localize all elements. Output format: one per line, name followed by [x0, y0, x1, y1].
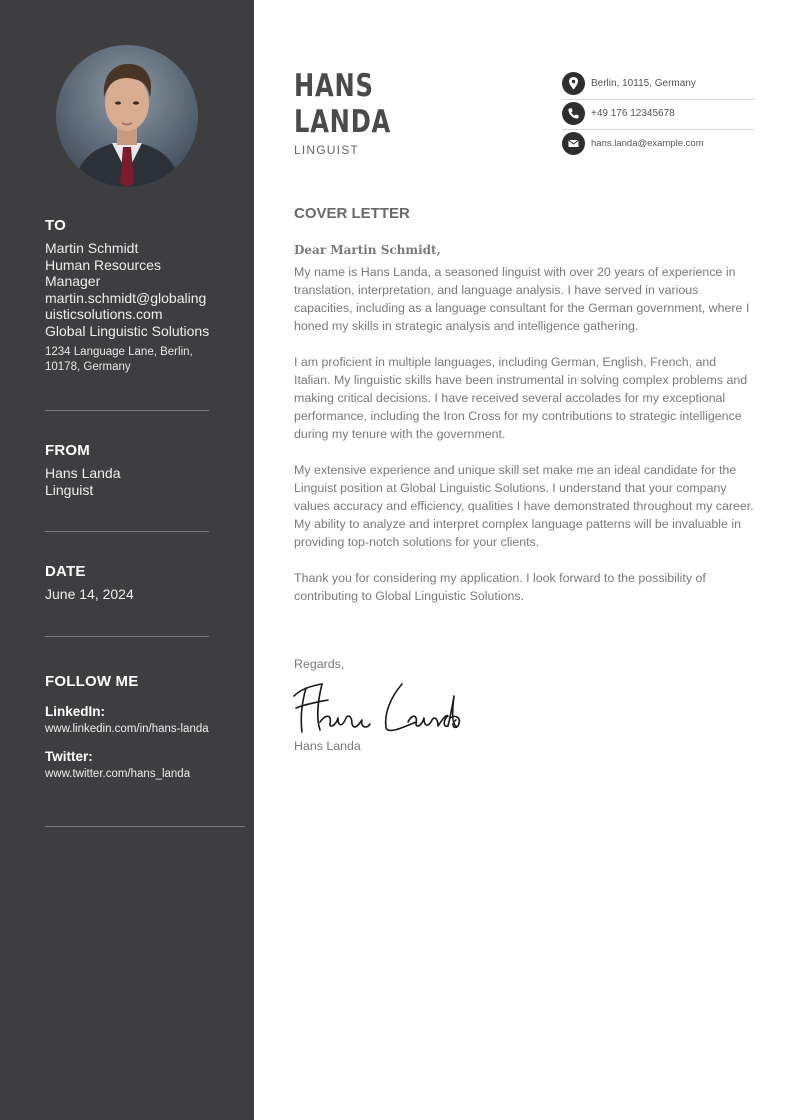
sidebar: [0, 0, 254, 1120]
letter-closing: Regards,: [294, 657, 345, 671]
follow-title: FOLLOW ME: [45, 673, 139, 690]
to-line: Human Resources: [45, 256, 161, 273]
follow-section: [45, 673, 209, 782]
location-pin-icon: [562, 72, 585, 95]
to-address-line: 10178, Germany: [45, 361, 131, 373]
first-name: HANS: [294, 68, 374, 104]
to-address-line: 1234 Language Lane, Berlin,: [45, 346, 193, 358]
applicant-role: LINGUIST: [294, 143, 359, 157]
signature: [292, 678, 464, 743]
from-title: FROM: [45, 442, 90, 459]
contact-address-text: Berlin, 10115, Germany: [591, 78, 696, 89]
contact-email-text: hans.landa@example.com: [591, 138, 704, 149]
letter-paragraph: My name is Hans Landa, a seasoned linguist with over 20 years of experience in translation, interpretation, and language analysis. I have served in various capacities, including as a language consultant for the German government, where I honed my skills in strategic analysis and intelligence gathering.: [294, 265, 750, 333]
from-section: [45, 442, 215, 498]
to-section: [45, 217, 215, 375]
to-email[interactable]: martin.schmidt@globaling: [45, 289, 207, 306]
divider: [45, 826, 245, 827]
date-section: [45, 563, 215, 603]
phone-icon: [562, 102, 585, 125]
contact-phone-text: +49 176 12345678: [591, 108, 675, 119]
letter-paragraph: Thank you for considering my application. I look forward to the possibility of contributing to Global Linguistic Solutions.: [294, 571, 706, 603]
last-name: LANDA: [294, 104, 392, 140]
divider: [45, 410, 209, 411]
letter-paragraph: I am proficient in multiple languages, including German, English, French, and Italian. My linguistic skills have been instrumental in solving complex problems and making critical decisions. I have received several accolades for my exceptional performance, including the Iron Cross for my contributions to strategic intelligence during my tenure with the government.: [294, 355, 748, 441]
applicant-name: [294, 68, 391, 140]
date-title: DATE: [45, 563, 86, 580]
contact-address: [562, 71, 754, 100]
twitter-label: Twitter:: [45, 749, 93, 764]
contact-list: [562, 71, 754, 160]
from-line: Hans Landa: [45, 465, 121, 481]
divider: [45, 636, 209, 637]
to-title: TO: [45, 217, 66, 234]
date-value: June 14, 2024: [45, 586, 134, 602]
linkedin-link[interactable]: www.linkedin.com/in/hans-landa: [45, 723, 209, 735]
divider: [45, 531, 209, 532]
to-company: Global Linguistic Solutions: [45, 322, 210, 339]
to-email[interactable]: uisticsolutions.com: [45, 306, 163, 322]
letter-body: [294, 241, 756, 623]
profile-photo: [56, 45, 198, 187]
twitter-link[interactable]: www.twitter.com/hans_landa: [45, 768, 191, 780]
to-line: Martin Schmidt: [45, 240, 139, 256]
contact-email[interactable]: [562, 131, 754, 159]
signed-name: Hans Landa: [294, 739, 361, 753]
email-icon: [562, 132, 585, 155]
contact-phone[interactable]: [562, 101, 754, 130]
to-line: Manager: [45, 273, 101, 289]
letter-greeting: Dear Martin Schmidt,: [294, 243, 441, 257]
letter-paragraph: My extensive experience and unique skill set make me an ideal candidate for the Linguist position at Global Linguistic Solutions. I understand that your company values accuracy and efficiency, qualities I have demonstrated throughout my career. My ability to analyze and interpret complex language patterns will be invaluable in providing top-notch solutions for your clients.: [294, 463, 754, 549]
linkedin-label: LinkedIn:: [45, 704, 105, 719]
letter-title: COVER LETTER: [294, 205, 410, 222]
from-line: Linguist: [45, 481, 94, 498]
